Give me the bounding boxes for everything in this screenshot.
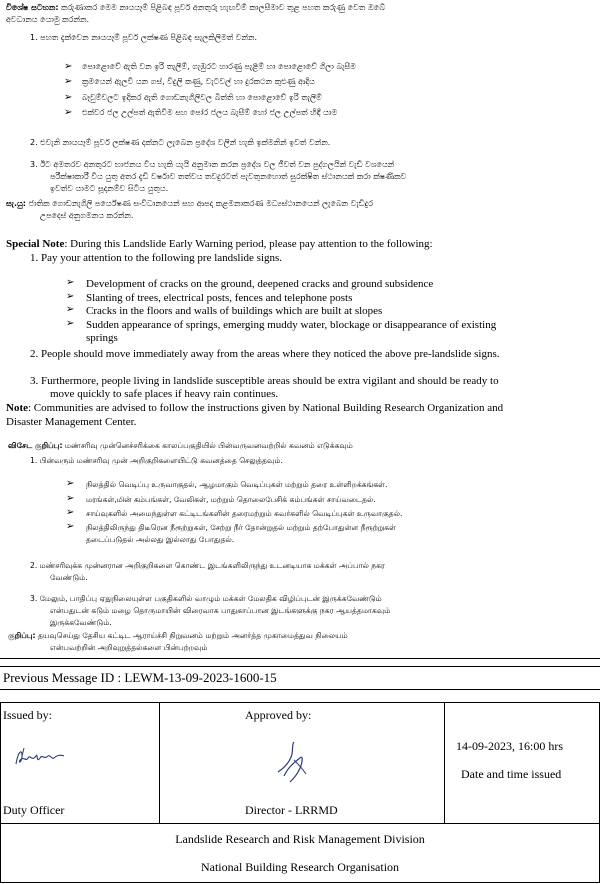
sinhala-item-3a: 3. ඊට අමතරව අනතුරට භාජනය විය හැකි යැයි අනුමාන කරන ප්‍රදේශ වල ජීවත් වන පුද්ගලයින් වැඩි වශයෙන්	[30, 160, 395, 169]
tamil-note-text: மண்சரிவு முன்னெச்சரிக்கை காலப்பகுதியில் பின்வருவனவற்றில் கவனம் எடுக்கவும்	[64, 441, 353, 450]
sinhala-bullet: එක්වර ජල උල්පත් ඇතිවීම සහ පෝර ජලය බැසීම් හෝ ජල උල්පත් හිඳී යාම	[82, 108, 338, 117]
sinhala-remark-b: උපදෙස් අනුගමනය කරන්න.	[40, 211, 134, 220]
english-bullet: Development of cracks on the ground, deepened cracks and ground subsidence	[86, 278, 434, 290]
tamil-item-3c: இருக்கவேண்டும்.	[50, 618, 112, 627]
english-bullet-cont: springs	[86, 332, 118, 344]
tamil-bullet: மரங்கள்,மின் கம்பங்கள், வேலிகள், மற்றும் தொலைபேசிக் கம்பங்கள் சாய்வடைதல்.	[86, 495, 376, 504]
english-item-3b: move quickly to safe places if heavy rain continues.	[50, 388, 279, 400]
signature-table-top-border	[0, 702, 600, 703]
tamil-bullet: நிலத்திலிருந்து திடீரென நீரூற்றுகள், சேற்று நீர் தோன்றுதல் மற்றும் தற்போதுள்ள நீரூற்றுகள்	[86, 523, 396, 532]
tamil-note-line	[8, 441, 353, 451]
duty-officer-signature	[12, 742, 72, 772]
arrow-bullet-icon: ➢	[64, 92, 73, 103]
sinhala-item-3b: පරීක්ෂාකාරී විය යුතු අතර දැඩි වර්ෂාව තත්වය තවදුරටත් පැවතුනහොත් සුරක්ෂිත ස්ථානයක් කරා ක්ෂණිකව	[50, 172, 407, 181]
table-row-divider	[0, 823, 600, 824]
tamil-bullet: சாய்வுகளில் அமைந்துள்ள கட்டிடங்களின் தரைமற்றும் சுவர்களில் வெடிப்புகள் உருவாகுதல்.	[86, 509, 403, 518]
sinhala-note-label: විශේෂ සටහන:	[6, 3, 59, 12]
sinhala-note-text-2: අවධානය යොමු කරන්න.	[6, 15, 90, 24]
english-remark-label: Note	[6, 402, 28, 414]
english-note-line	[6, 238, 433, 250]
tamil-note-label: விசேட குறிப்பு:	[8, 441, 63, 450]
previous-message-top-border	[0, 666, 600, 667]
division-name: Landslide Research and Risk Management Division	[175, 832, 425, 846]
arrow-bullet-icon: ➢	[66, 478, 75, 489]
arrow-bullet-icon: ➢	[64, 107, 73, 118]
director-signature	[270, 738, 320, 786]
arrow-bullet-icon: ➢	[66, 304, 75, 315]
english-remark-line	[6, 402, 503, 414]
english-bullet: Cracks in the floors and walls of buildings which are built at slopes	[86, 305, 383, 317]
tamil-remark-label: குறிப்பு:	[8, 631, 36, 640]
sinhala-note-line	[6, 3, 594, 13]
tamil-item-2a: 2. மண்சரிவுக்க முன்னரான அறிகுறிகளை கொண்ட இடங்களிலிருந்து உடனடியாக மக்கள் அப்பால் நகர	[30, 561, 385, 570]
director-title: Director - LRRMD	[245, 803, 338, 817]
issue-datetime: 14-09-2023, 16:00 hrs	[456, 739, 563, 753]
table-left-border	[0, 702, 1, 882]
arrow-bullet-icon: ➢	[64, 76, 73, 87]
arrow-bullet-icon: ➢	[66, 318, 75, 329]
datetime-label: Date and time issued	[461, 767, 562, 781]
sinhala-bullet: බෑවුම්වලට ඉදිකර ඇති ගොඩනැගිලිවල බිත්ති හා පොළොවේ ඉරි තැලීම්	[82, 93, 322, 102]
arrow-bullet-icon: ➢	[66, 291, 75, 302]
english-bullet: Slanting of trees, electrical posts, fences and telephone posts	[86, 292, 353, 304]
sinhala-note-text: කරුණාකර මෙම නායයෑම් පිළිබඳ පූර්ව අනතුරු හැඟවීම් කාලසීමාව තුළ පහත කරුණු වෙත ඔබේ	[61, 3, 385, 12]
tamil-item-2b: வேண்டும்.	[50, 573, 88, 582]
sinhala-item-2: 2. එවැනි නායයෑම් පූර්ව ලක්ෂණ දක්නට ලැබෙන ප්‍රදේශ වලින් හැකි ඉක්මනින් ඉවත් වන්න.	[30, 138, 331, 147]
english-note-text: : During this Landslide Early Warning period, please pay attention to the following:	[64, 238, 433, 250]
english-remark-b: Disaster Management Center.	[6, 416, 137, 428]
english-item-2: 2. People should move immediately away from the areas where they noticed the above pre-landslide signs.	[30, 348, 500, 360]
duty-officer-title: Duty Officer	[3, 803, 65, 817]
arrow-bullet-icon: ➢	[66, 493, 75, 504]
table-col-divider	[159, 702, 160, 823]
arrow-bullet-icon: ➢	[64, 61, 73, 72]
tamil-bullet: நிலத்தில் வெடிப்பு உருவாகுதல், ஆழமாகும் வெடிப்புகள் மற்றும் தரை உள்ளிறக்கங்கள்.	[86, 480, 388, 489]
sinhala-bullet: පොළොවේ ඇති වන ඉරි තැලීම්, ගැඹුරට හාරණු පැළීම් හා පොළොවේ ගිලා බැසීම	[82, 62, 356, 71]
organisation-name: National Building Research Organisation	[200, 860, 400, 874]
sinhala-bullet: ක්‍රමයෙන් ඇලවී යන ගස්, විදුලි කණු, වැටවල් හා දුරකථන කුළුණු ආදිය	[82, 77, 315, 86]
english-item-1: 1. Pay your attention to the following pre landslide signs.	[30, 252, 283, 264]
previous-message-id: Previous Message ID : LEWM-13-09-2023-1600-15	[3, 670, 277, 685]
arrow-bullet-icon: ➢	[66, 521, 75, 532]
sinhala-item-1: 1. පහත දැක්වෙන නායයෑම් පූර්ව ලක්ෂණ පිළිබඳ සැලකිලිමත් වන්න.	[30, 33, 258, 42]
english-item-3a: 3. Furthermore, people living in landslide susceptible areas should be extra vigilant and should be ready to	[30, 375, 499, 387]
sinhala-item-3c: ඉවත්ව යාමට සූදානම්ව සිටිය යුතුය.	[50, 184, 169, 193]
english-bullet: Sudden appearance of springs, emerging muddy water, blockage or disappearance of existing	[86, 319, 497, 331]
tamil-bullet-cont: தடைப்படுதல் அல்லது இல்லாது போதுதல்.	[86, 535, 235, 544]
tamil-remark-a: தயவுசெய்து தேசிய கட்டிட ஆராய்ச்சி நிறுவனம் மற்றும் அனர்த்த முகாமைத்துவ நிலையம்	[38, 631, 348, 640]
sinhala-remark-a: ජාතික ගොඩනැගිලි පර්යේෂණ සංවිධානයෙන් සහ ආපදා කළමනාකරණ මධ්‍යස්ථානයෙන් ලැබෙන වැඩිදුර	[28, 199, 373, 208]
tamil-remark-line	[8, 631, 348, 641]
arrow-bullet-icon: ➢	[66, 277, 75, 288]
english-note-label: Special Note	[6, 238, 65, 250]
issued-by-label: Issued by:	[3, 708, 52, 722]
arrow-bullet-icon: ➢	[66, 507, 75, 518]
tamil-item-1: 1. பின்வரும் மண்சரிவு முன் அறிகுறிகளையிட்டு கவனத்தை செலுத்தவும்.	[30, 456, 283, 465]
sinhala-remark-line	[6, 199, 594, 209]
divider	[0, 658, 600, 659]
table-col-divider	[444, 702, 445, 823]
tamil-remark-b: என்பவற்றின் அறிவுறுத்தல்களை பின்பற்றவும்	[50, 643, 208, 652]
approved-by-label: Approved by:	[245, 708, 312, 722]
tamil-item-3a: 3. மேலும், பாதிப்பு ஏதுநிலையுள்ள பகுதிகளில் வாழும் மக்கள் மேலதிக விழிப்புடன் இருக்கவேண்டும்	[30, 594, 382, 603]
english-remark-a: : Communities are advised to follow the instructions given by National Building Research Organization and	[28, 402, 504, 414]
sinhala-remark-label: සැ.යු:	[6, 199, 26, 208]
previous-message-bottom-border	[0, 689, 600, 690]
table-bottom-border	[0, 882, 600, 883]
tamil-item-3b: என்பதுடன் கடும் மழை தொருமாயின் விரைவாக பாதுகாப்பான இடங்களுக்கு நகர ஆயத்தமாகவும்	[50, 606, 391, 615]
